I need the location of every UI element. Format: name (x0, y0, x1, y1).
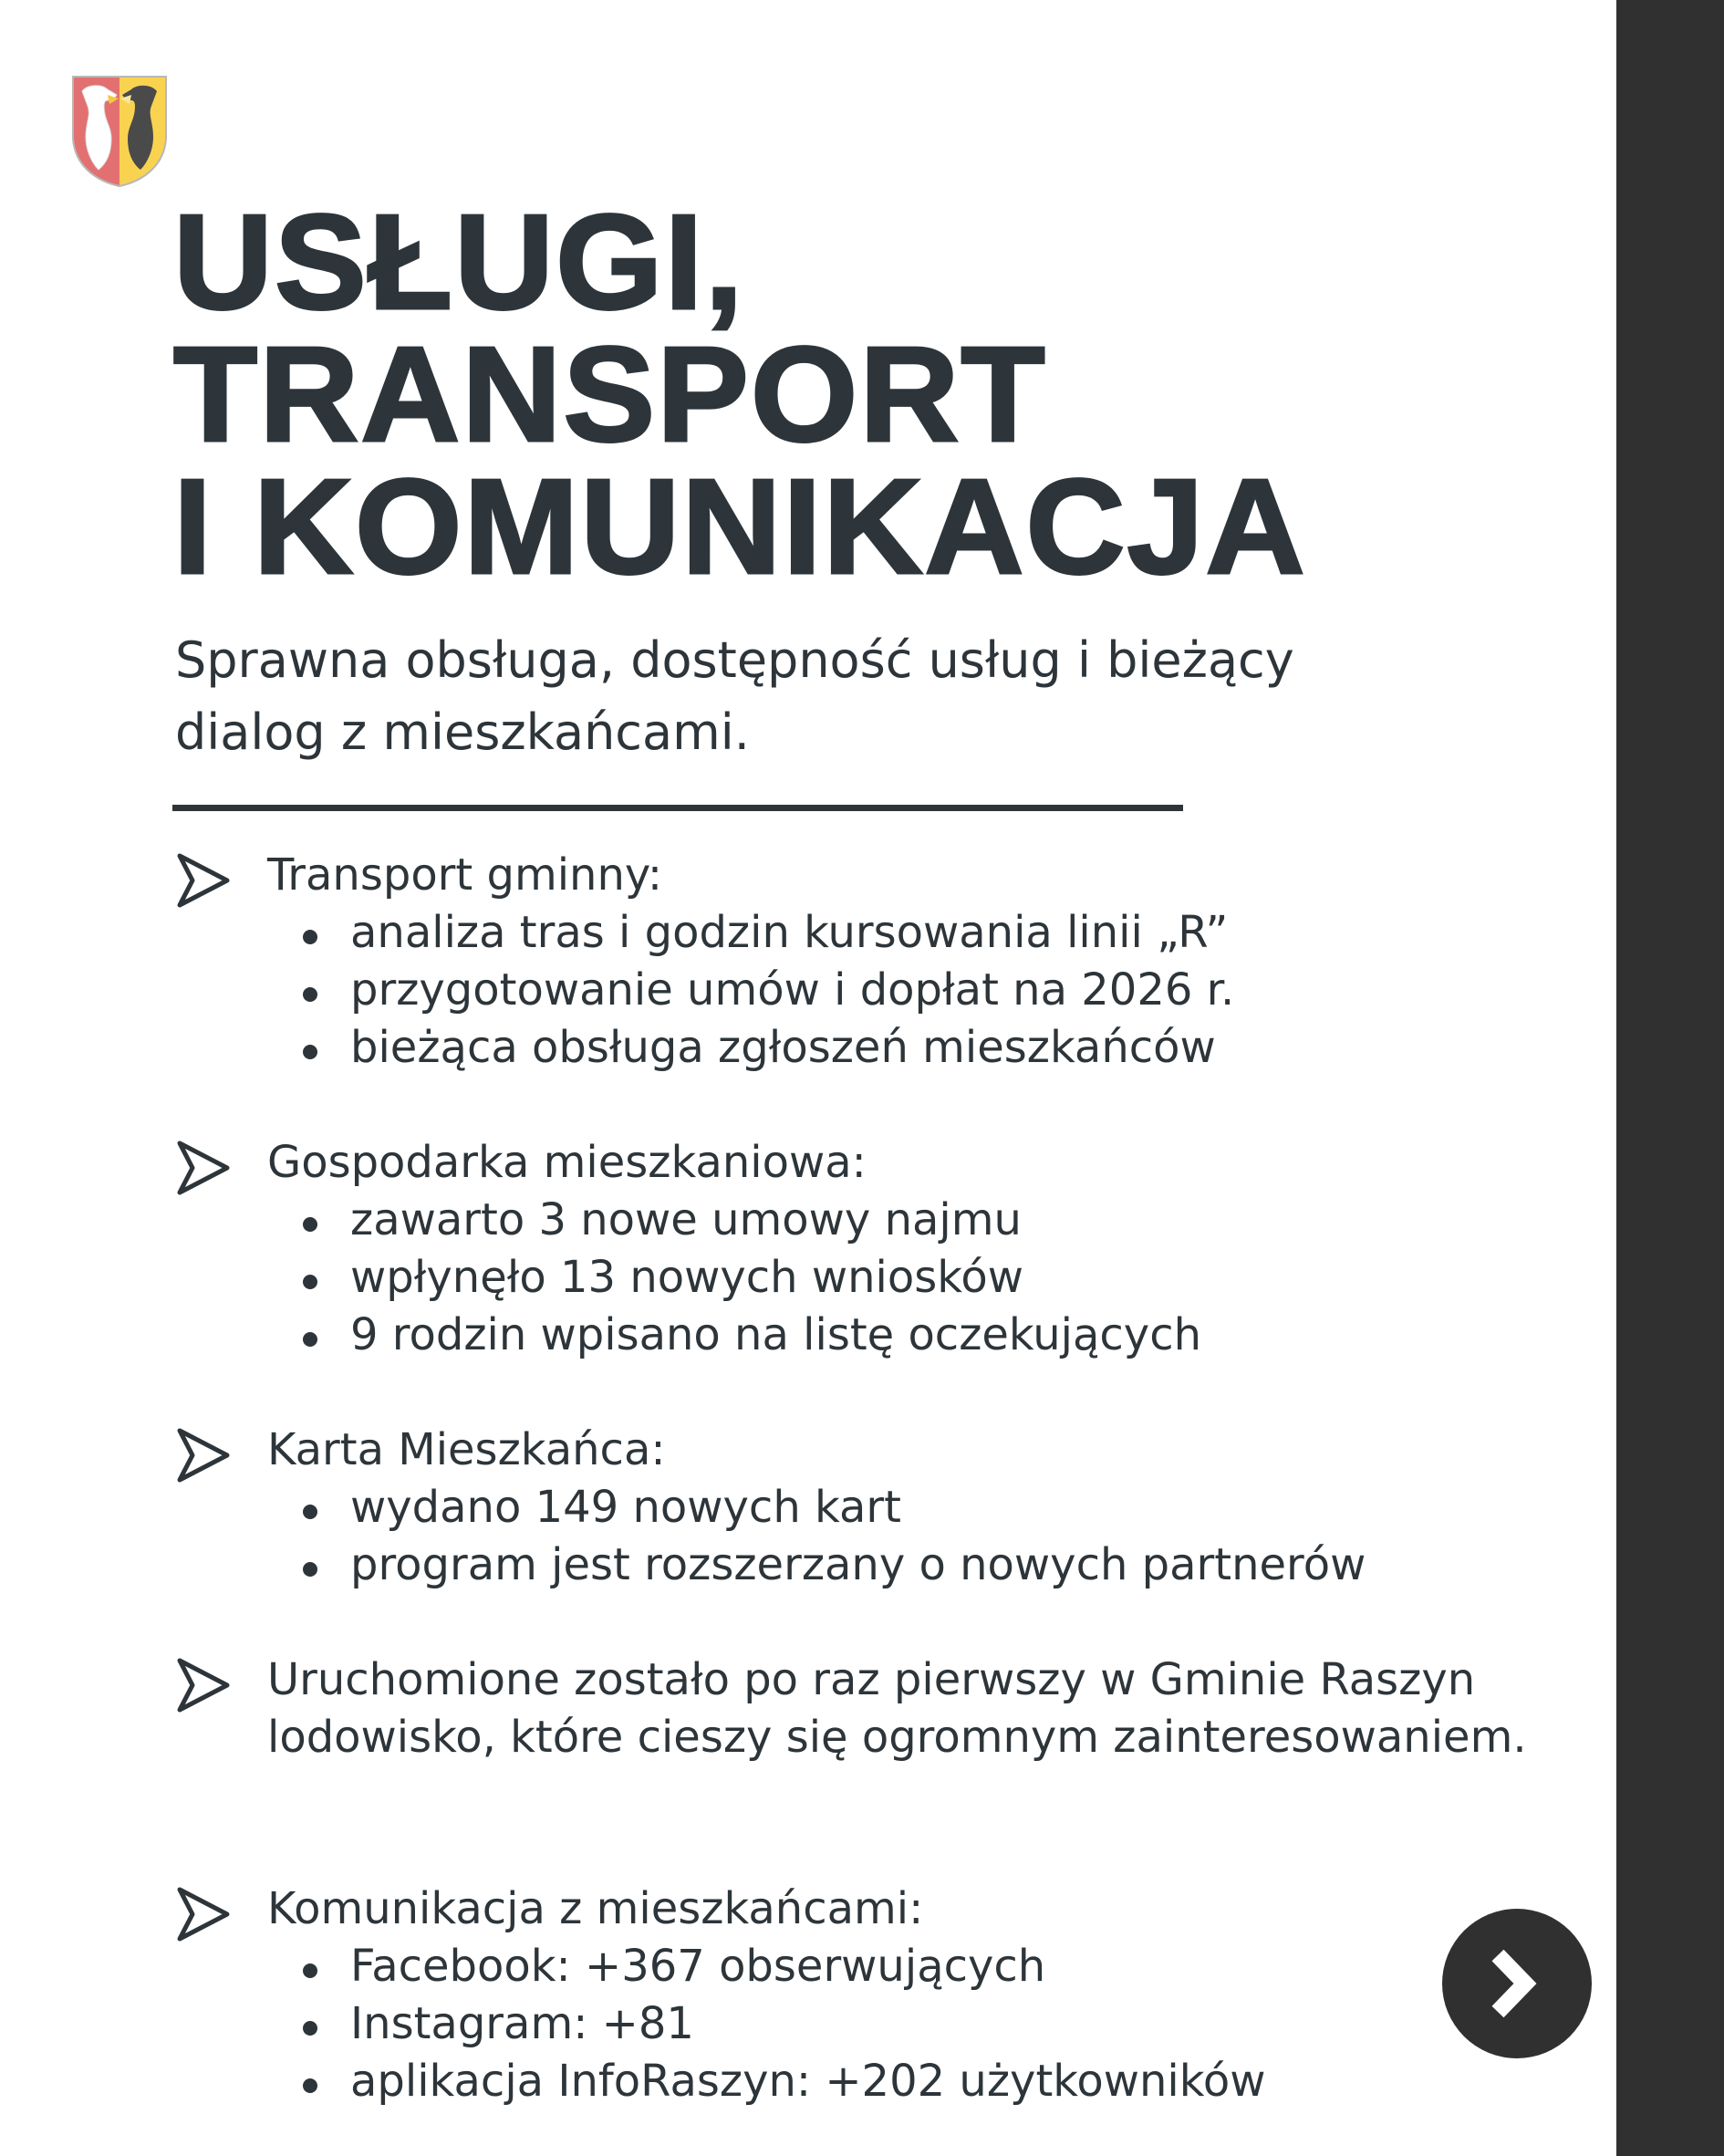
section-resident-card (175, 1422, 1543, 1594)
section-paragraph: Uruchomione zostało po raz pierwszy w Gminie Raszyn lodowisko, które cieszy się ogromnym zainteresowaniem. (267, 1654, 1527, 1763)
list-item: wpłynęło 13 nowych wniosków (303, 1249, 1543, 1307)
list-item: program jest rozszerzany o nowych partnerów (303, 1536, 1543, 1594)
arrow-right-outline-icon (175, 1427, 232, 1484)
section-heading: Komunikacja z mieszkańcami: (267, 1883, 924, 1934)
section-list (175, 1938, 1543, 2110)
list-item: bieżąca obsługa zgłoszeń mieszkańców (303, 1019, 1543, 1077)
section-heading: Transport gminny: (267, 849, 662, 901)
arrow-right-outline-icon (175, 1886, 232, 1942)
title-line-1: USŁUGI, (173, 187, 745, 338)
list-item: wydano 149 nowych kart (303, 1479, 1543, 1536)
list-item: 9 rodzin wpisano na listę oczekujących (303, 1307, 1543, 1364)
next-page-button[interactable] (1442, 1909, 1592, 2058)
chevron-right-icon (1485, 1942, 1549, 2025)
section-heading: Karta Mieszkańca: (267, 1424, 666, 1475)
list-item: przygotowanie umów i dopłat na 2026 r. (303, 962, 1543, 1019)
subtitle: Sprawna obsługa, dostępność usług i bieżący dialog z mieszkańcami. (175, 631, 1294, 761)
coat-of-arms-icon (71, 75, 168, 188)
list-item: zawarto 3 nowe umowy najmu (303, 1192, 1543, 1249)
arrow-right-outline-icon (175, 1140, 232, 1196)
section-heading: Gospodarka mieszkaniowa: (267, 1137, 867, 1188)
section-list (175, 904, 1543, 1077)
list-item: aplikacja InfoRaszyn: +202 użytkowników (303, 2053, 1543, 2110)
list-item: Facebook: +367 obserwujących (303, 1938, 1543, 1995)
section-housing (175, 1134, 1543, 1364)
section-list (175, 1192, 1543, 1364)
side-bar (1616, 0, 1724, 2156)
list-item: analiza tras i godzin kursowania linii „R” (303, 904, 1543, 962)
page-title (173, 187, 1307, 602)
section-communication (175, 1880, 1543, 2110)
list-item: Instagram: +81 (303, 1995, 1543, 2053)
arrow-right-outline-icon (175, 852, 232, 909)
arrow-right-outline-icon (175, 1657, 232, 1713)
section-ice-rink (175, 1651, 1543, 1766)
title-line-3: I KOMUNIKACJA (173, 452, 1307, 602)
divider (172, 805, 1183, 811)
section-list (175, 1479, 1543, 1594)
section-transport (175, 847, 1543, 1077)
title-line-2: TRANSPORT (173, 319, 1047, 470)
